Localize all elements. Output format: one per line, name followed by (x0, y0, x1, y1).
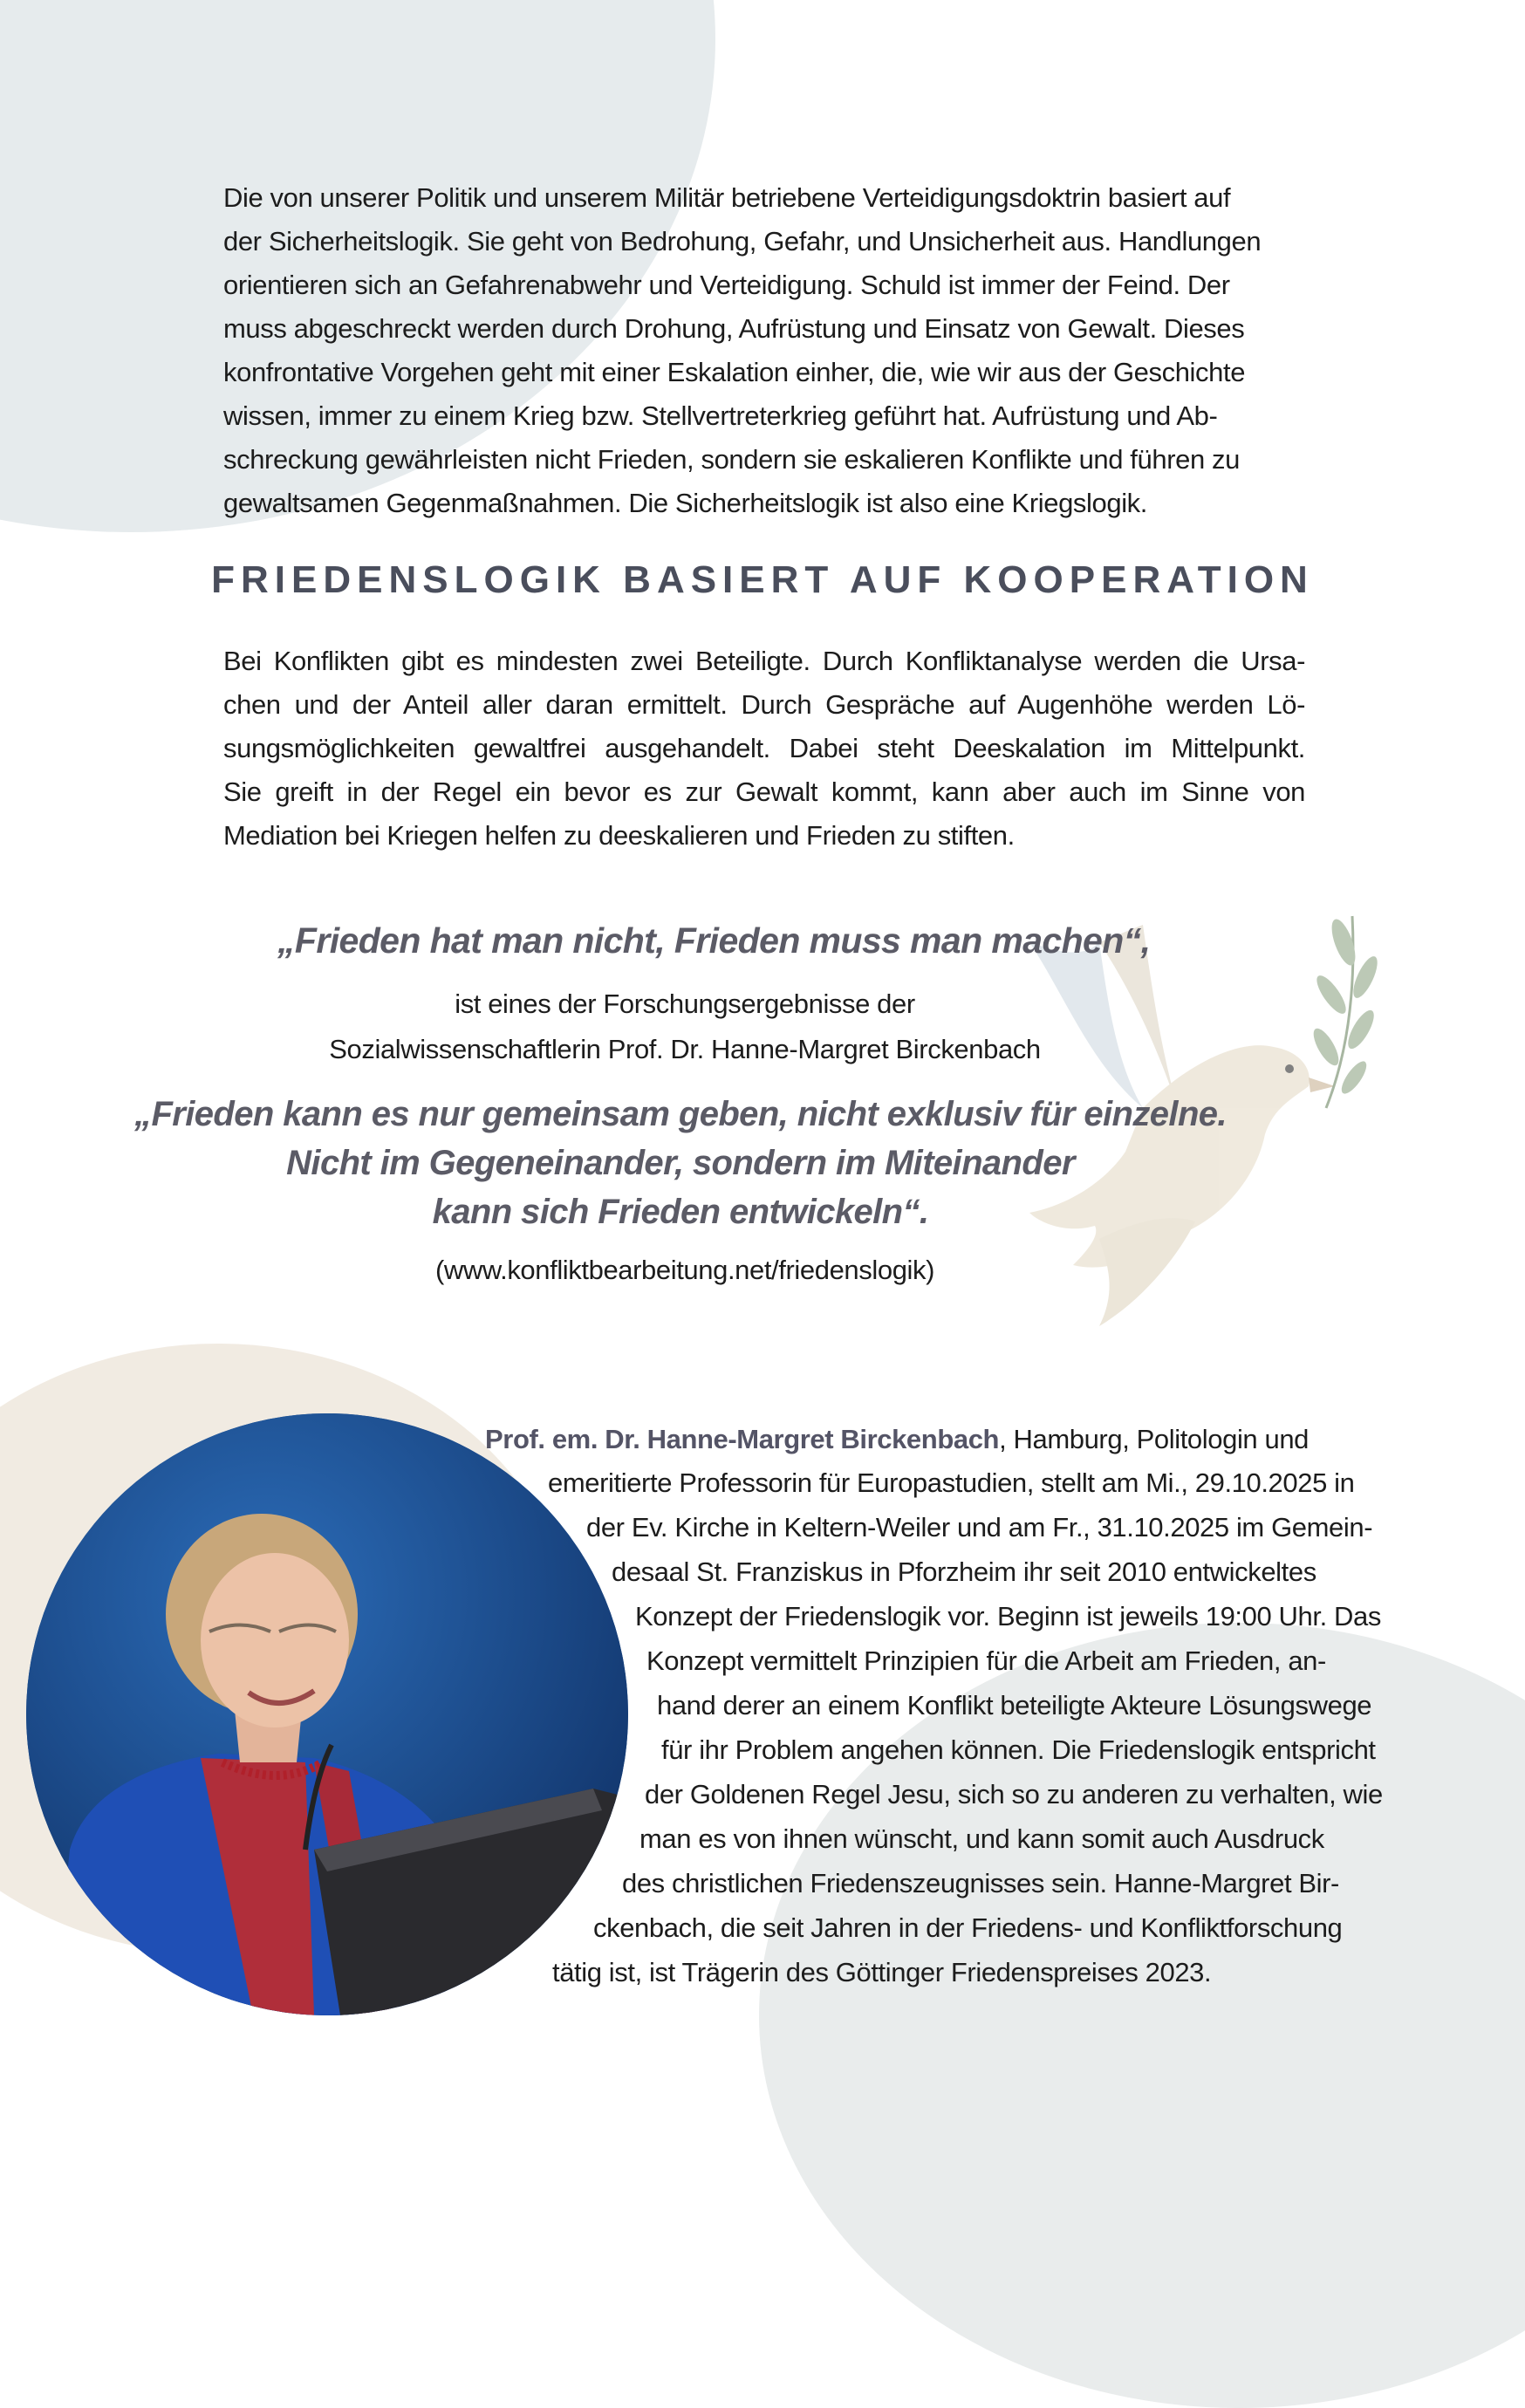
bio-line: der Goldenen Regel Jesu, sich so zu anderen zu verhalten, wie (645, 1779, 1383, 1809)
intro-paragraph (223, 176, 1305, 525)
bio-line: tätig ist, ist Trägerin des Göttinger Friedenspreises 2023. (552, 1957, 1212, 1987)
paragraph-line: Bei Konflikten gibt es mindesten zwei Beteiligte. Durch Konfliktanalyse werden die Ursa- (223, 646, 1305, 676)
section-heading: FRIEDENSLOGIK BASIERT AUF KOOPERATION (211, 558, 1314, 601)
paragraph-line: gewaltsamen Gegenmaßnahmen. Die Sicherheitslogik ist also eine Kriegslogik. (223, 488, 1147, 518)
bio-line: Konzept vermittelt Prinzipien für die Arbeit am Frieden, an- (646, 1645, 1326, 1676)
speaker-photo (26, 1413, 628, 2015)
bio-line: des christlichen Friedenszeugnisses sein. Hanne-Margret Bir- (622, 1868, 1339, 1898)
bio-line: hand derer an einem Konflikt beteiligte Akteure Lösungswege (657, 1690, 1372, 1720)
paragraph-line: schreckung gewährleisten nicht Frieden, sondern sie eskalieren Konflikte und führen zu (223, 444, 1240, 475)
bio-line: der Ev. Kirche in Keltern-Weiler und am Fr., 31.10.2025 im Gemein- (586, 1512, 1373, 1543)
paragraph-line: wissen, immer zu einem Krieg bzw. Stellvertreterkrieg geführt hat. Aufrüstung und Ab- (223, 400, 1218, 431)
bio-line (485, 1417, 1309, 1461)
bio-line: Konzept der Friedenslogik vor. Beginn ist jeweils 19:00 Uhr. Das (635, 1601, 1381, 1632)
quote-peace-making: „Frieden hat man nicht, Frieden muss man machen“, (277, 920, 1151, 961)
paragraph-line: muss abgeschreckt werden durch Drohung, Aufrüstung und Einsatz von Gewalt. Dieses (223, 313, 1245, 344)
bio-line: ckenbach, die seit Jahren in der Friedens- und Konfliktforschung (593, 1912, 1343, 1943)
quote-line: kann sich Frieden entwickeln“. (432, 1193, 929, 1231)
paragraph-line: chen und der Anteil aller daran ermittelt. Durch Gespräche auf Augenhöhe werden Lö- (223, 689, 1305, 720)
quote-line: „Frieden kann es nur gemeinsam geben, nicht exklusiv für einzelne. (134, 1095, 1227, 1133)
paragraph-line: Die von unserer Politik und unserem Militär betriebene Verteidigungsdoktrin basiert auf (223, 182, 1231, 213)
bio-line-rest: , Hamburg, Politologin und (999, 1424, 1310, 1454)
quote-attribution (236, 982, 1134, 1072)
bio-line: man es von ihnen wünscht, und kann somit auch Ausdruck (639, 1823, 1324, 1854)
bio-line: desaal St. Franziskus in Pforzheim ihr seit 2010 entwickeltes (612, 1556, 1316, 1587)
cooperation-paragraph (223, 640, 1305, 858)
attribution-line: Sozialwissenschaftlerin Prof. Dr. Hanne-Margret Birckenbach (329, 1034, 1041, 1064)
paragraph-line: konfrontative Vorgehen geht mit einer Eskalation einher, die, wie wir aus der Geschichte (223, 357, 1246, 387)
bio-line: für ihr Problem angehen können. Die Friedenslogik entspricht (661, 1734, 1376, 1765)
paragraph-line: Mediation bei Kriegen helfen zu deeskalieren und Frieden zu stiften. (223, 820, 1015, 851)
quote-together (0, 1090, 1361, 1236)
bio-line: emeritierte Professorin für Europastudien, stellt am Mi., 29.10.2025 in (548, 1467, 1355, 1498)
paragraph-line: sungsmöglichkeiten gewaltfrei ausgehandelt. Dabei steht Deeskalation im Mittelpunkt. (223, 733, 1305, 763)
paragraph-line: Sie greift in der Regel ein bevor es zur Gewalt kommt, kann aber auch im Sinne von (223, 776, 1305, 807)
attribution-line: ist eines der Forschungsergebnisse der (455, 989, 915, 1019)
paragraph-line: der Sicherheitslogik. Sie geht von Bedrohung, Gefahr, und Unsicherheit aus. Handlungen (223, 226, 1262, 257)
paragraph-line: orientieren sich an Gefahrenabwehr und Verteidigung. Schuld ist immer der Feind. Der (223, 270, 1230, 300)
quote-line: Nicht im Gegeneinander, sondern im Miteinander (286, 1144, 1075, 1182)
source-url: (www.konfliktbearbeitung.net/friedenslogik) (434, 1255, 935, 1285)
speaker-name: Prof. em. Dr. Hanne-Margret Birckenbach (485, 1424, 1000, 1454)
